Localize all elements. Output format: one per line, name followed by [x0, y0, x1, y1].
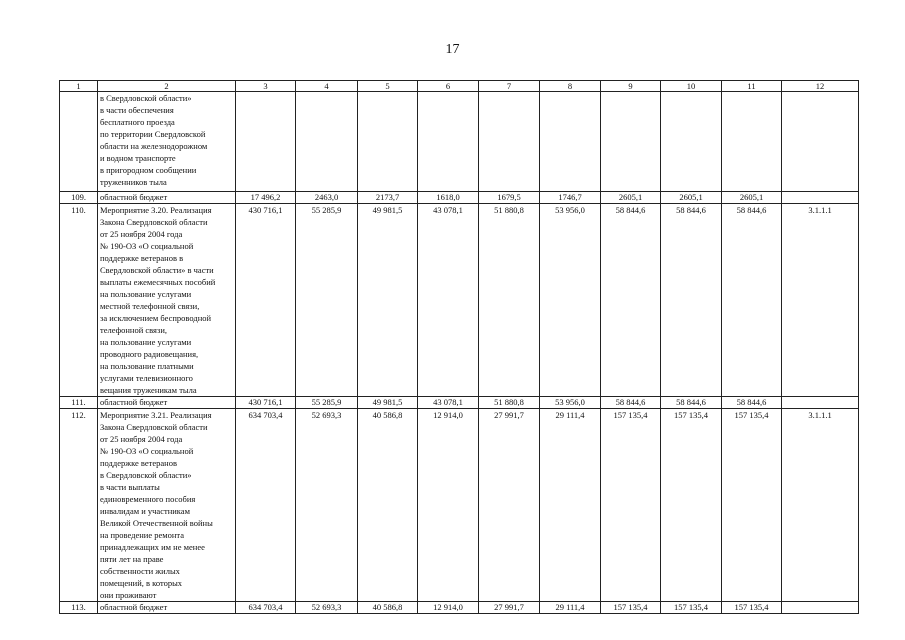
value-cell: 40 586,8 [358, 602, 418, 614]
value-cell: 53 956,0 [540, 397, 601, 409]
value-cell: 2605,1 [601, 192, 661, 204]
value-cell: 43 078,1 [418, 204, 479, 397]
target-code [782, 192, 859, 204]
value-cell: 58 844,6 [722, 204, 782, 397]
row-number: 113. [60, 602, 98, 614]
header-cell: 5 [358, 81, 418, 92]
value-cell: 27 991,7 [479, 602, 540, 614]
value-cell: 49 981,5 [358, 397, 418, 409]
header-cell: 6 [418, 81, 479, 92]
value-cell [722, 92, 782, 192]
value-cell: 430 716,1 [236, 397, 296, 409]
value-cell: 17 496,2 [236, 192, 296, 204]
header-cell: 11 [722, 81, 782, 92]
value-cell: 1618,0 [418, 192, 479, 204]
row-description: Мероприятие 3.21. Реализация Закона Свердловской области от 25 ноября 2004 года № 190-ОЗ «О социальной поддержке ветеранов в Свердловской области» в части выплаты единовременного пособия инвалидам и участникам Великой Отечественной войны на проведение ремонта принадлежащих им не менее пяти лет на праве собственности жилых помещений, в которых они проживают [98, 409, 236, 602]
value-cell [418, 92, 479, 192]
value-cell: 634 703,4 [236, 409, 296, 602]
table-row [60, 204, 859, 397]
value-cell: 1746,7 [540, 192, 601, 204]
table-row [60, 192, 859, 204]
row-description: областной бюджет [98, 602, 236, 614]
page-number: 17 [445, 42, 460, 57]
row-number: 112. [60, 409, 98, 602]
header-cell: 2 [98, 81, 236, 92]
table-row [60, 397, 859, 409]
value-cell: 2605,1 [661, 192, 722, 204]
value-cell: 53 956,0 [540, 204, 601, 397]
table-row [60, 92, 859, 192]
row-number: 111. [60, 397, 98, 409]
value-cell: 58 844,6 [661, 397, 722, 409]
target-code [782, 602, 859, 614]
value-cell: 157 135,4 [722, 409, 782, 602]
header-cell: 10 [661, 81, 722, 92]
table-header-row [60, 81, 859, 92]
row-description: областной бюджет [98, 192, 236, 204]
value-cell: 58 844,6 [722, 397, 782, 409]
value-cell: 157 135,4 [661, 602, 722, 614]
value-cell: 157 135,4 [601, 409, 661, 602]
row-number [60, 92, 98, 192]
target-code: 3.1.1.1 [782, 204, 859, 397]
value-cell [479, 92, 540, 192]
row-description: в Свердловской области» в части обеспечения бесплатного проезда по территории Свердловской области на железнодорожном и водном транспорте в пригородном сообщении труженников тыла [98, 92, 236, 192]
value-cell: 58 844,6 [661, 204, 722, 397]
value-cell [236, 92, 296, 192]
value-cell [296, 92, 358, 192]
value-cell [661, 92, 722, 192]
value-cell: 29 111,4 [540, 602, 601, 614]
value-cell: 634 703,4 [236, 602, 296, 614]
value-cell: 2605,1 [722, 192, 782, 204]
value-cell [540, 92, 601, 192]
value-cell: 157 135,4 [661, 409, 722, 602]
value-cell: 430 716,1 [236, 204, 296, 397]
value-cell: 43 078,1 [418, 397, 479, 409]
value-cell: 1679,5 [479, 192, 540, 204]
budget-table [59, 80, 859, 614]
value-cell: 51 880,8 [479, 204, 540, 397]
header-cell: 7 [479, 81, 540, 92]
header-cell: 9 [601, 81, 661, 92]
value-cell: 12 914,0 [418, 602, 479, 614]
value-cell: 55 285,9 [296, 204, 358, 397]
value-cell: 49 981,5 [358, 204, 418, 397]
header-cell: 8 [540, 81, 601, 92]
value-cell: 29 111,4 [540, 409, 601, 602]
row-description: Мероприятие 3.20. Реализация Закона Свердловской области от 25 ноября 2004 года № 190-ОЗ «О социальной поддержке ветеранов в Свердловской области» в части выплаты ежемесячных пособий на пользование услугами местной телефонной связи, за исключением беспроводной телефонной связи, на пользование услугами проводного радиовещания, на пользование платными услугами телевизионного вещания труженикам тыла [98, 204, 236, 397]
header-cell: 4 [296, 81, 358, 92]
header-cell: 3 [236, 81, 296, 92]
value-cell: 40 586,8 [358, 409, 418, 602]
value-cell: 55 285,9 [296, 397, 358, 409]
target-code [782, 92, 859, 192]
table-row [60, 602, 859, 614]
value-cell: 27 991,7 [479, 409, 540, 602]
value-cell: 58 844,6 [601, 397, 661, 409]
row-number: 110. [60, 204, 98, 397]
value-cell [358, 92, 418, 192]
value-cell: 157 135,4 [722, 602, 782, 614]
table-row [60, 409, 859, 602]
value-cell: 157 135,4 [601, 602, 661, 614]
target-code: 3.1.1.1 [782, 409, 859, 602]
value-cell: 2173,7 [358, 192, 418, 204]
row-number: 109. [60, 192, 98, 204]
value-cell: 2463,0 [296, 192, 358, 204]
value-cell: 52 693,3 [296, 602, 358, 614]
value-cell: 58 844,6 [601, 204, 661, 397]
header-cell: 1 [60, 81, 98, 92]
value-cell: 52 693,3 [296, 409, 358, 602]
value-cell: 12 914,0 [418, 409, 479, 602]
value-cell [601, 92, 661, 192]
row-description: областной бюджет [98, 397, 236, 409]
header-cell: 12 [782, 81, 859, 92]
target-code [782, 397, 859, 409]
value-cell: 51 880,8 [479, 397, 540, 409]
